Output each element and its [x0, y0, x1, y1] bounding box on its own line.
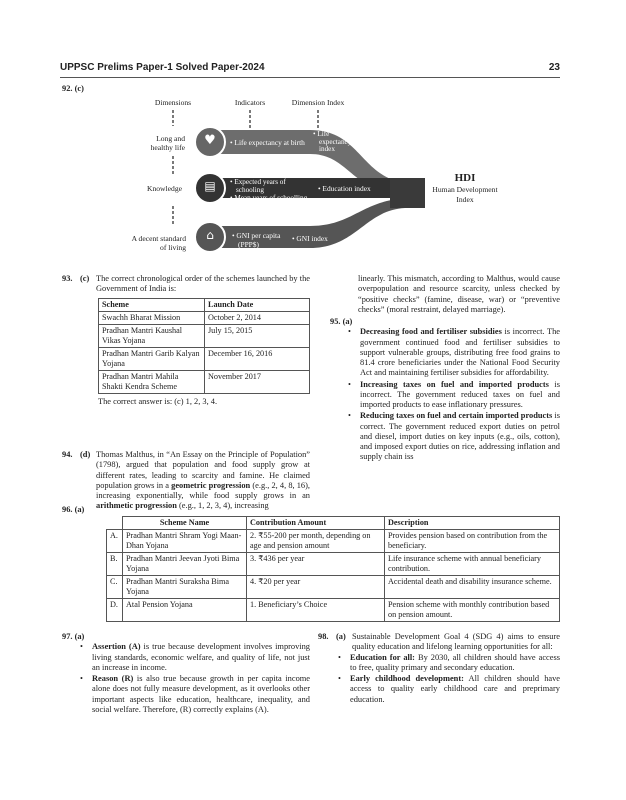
- q98-list: [318, 653, 560, 705]
- table-row: Swachh Bharat Mission October 2, 2014: [99, 311, 310, 324]
- q95-list: [330, 327, 560, 462]
- q93-intro: The correct chronological order of the schemes launched by the Government of India is:: [96, 274, 310, 294]
- col-dimensions: Dimensions: [154, 98, 192, 107]
- q98-block: 98. (a) Sustainable Development Goal 4 (SDG 4) aims to ensure quality education and lifelong learning opportunities for all: • Education for all: By 2030, all children should have access to free, quality primary and secondary education. • Early childhood development: All children should have access to quality early childhood care and preprimary education.: [318, 632, 560, 706]
- list-item: • Assertion (A) is true because development involves improving living standards, economic welfare, and quality of life, not just an increase in income.: [78, 642, 310, 673]
- indicator-life-expectancy: • Life expectancy at birth: [230, 138, 305, 147]
- indicator-gni: • GNI per capita (PPP$): [232, 231, 281, 249]
- book-icon: ▤: [204, 179, 216, 193]
- indicator-schooling: • Expected years of schooling • Mean years of schoolling: [230, 178, 308, 202]
- hdi-diagram: [60, 98, 560, 268]
- table-row: D. Atal Pension Yojana 1. Beneficiary’s Choice Pension scheme with monthly contribution based on pension amount.: [107, 599, 560, 622]
- index-life-expectancy: • Life expectancy index: [313, 130, 352, 154]
- index-gni: • GNI index: [292, 234, 328, 243]
- right-column-top: [330, 274, 560, 464]
- q96-scheme-table: Scheme Name Contribution Amount Description A. Pradhan Mantri Shram Yogi Maan-Dhan Yojana 2. ₹55-200 per month, depending on age and pension amount Provides pension based on contribution from the beneficiary. B. Pradhan Mantri Jeevan Jyoti Bima Yojana 3. ₹436 per year Life insurance scheme with annual beneficiary contribution. C. Pradhan Mantri Suraksha Bima Yojana 4. ₹20 per year Accidental death and disability insurance scheme. D. Atal Pension Yojana 1. Beneficiary’s Choice Pension scheme with monthly contribution based on pension amount.: [106, 516, 560, 622]
- q93-answer: The correct answer is: (c) 1, 2, 3, 4.: [98, 396, 218, 406]
- list-item: • Early childhood development: All children should have access to quality early childhood care and preprimary education.: [336, 674, 560, 705]
- house-icon: ⌂: [206, 228, 214, 242]
- page-number: 23: [548, 62, 560, 73]
- col-dimension-index: Dimension Index: [291, 98, 345, 107]
- heart-icon: ♥: [204, 133, 216, 148]
- q97-list: [62, 642, 310, 715]
- q93-scheme-table: Scheme Launch Date Swachh Bharat Mission October 2, 2014 Pradhan Mantri Kaushal Vikas Yojana July 15, 2015 Pradhan Mantri Garib Kalyan Yojana December 16, 2016 Pradhan Mantri Mahila Shakti Kendra Scheme November 2017: [98, 298, 310, 394]
- header-title: UPPSC Prelims Paper-1 Solved Paper-2024: [60, 62, 265, 73]
- list-item: • Increasing taxes on fuel and imported products is incorrect. The government reduced taxes on fuel and imported products to ease inflationary pressures.: [346, 380, 560, 411]
- index-education: • Education index: [318, 184, 371, 193]
- q92-number: 92. (c): [62, 84, 84, 93]
- q97-block: [62, 632, 310, 716]
- table-row: Pradhan Mantri Mahila Shakti Kendra Scheme November 2017: [99, 370, 310, 393]
- q94-text: Thomas Malthus, in “An Essay on the Principle of Population” (1798), argued that population and food supply grow at different rates, leading to scarcity and famine. He claimed population grows in a geometric progression (e.g., 2, 4, 8, 16), increasing exponentially, while food supply grows in an arithmetic progression (e.g., 1, 2, 3, 4), increasing: [96, 450, 311, 511]
- list-item: • Decreasing food and fertiliser subsidies is incorrect. The government continued food and fertiliser subsidies to support vulnerable groups, distributing free food grains to 81.4 crore beneficiaries under the National Food Security Act and maintaining fertiliser subsidies for affordability.: [346, 327, 560, 378]
- q95-number: 95. (a): [330, 317, 353, 326]
- q97-number: 97. (a): [62, 632, 85, 641]
- list-item: • Education for all: By 2030, all children should have access to free, quality primary and secondary education.: [336, 653, 560, 674]
- q93-block: 93. (c) The correct chronological order of the schemes launched by the Government of India is: Scheme Launch Date Swachh Bharat Mission October 2, 2014 Pradhan Mantri Kaushal Vikas Yojana July 15, 2015 Pradhan Mantri Garib Kalyan Yojana December 16, 2016 Pradhan Mantri Mahila Shakti Kendra Scheme November 2017 The correct answer is: (c) 1, 2, 3, 4.: [62, 274, 310, 406]
- dimension-health: Long and healthy life: [150, 134, 185, 153]
- list-item: • Reducing taxes on fuel and certain imported products is correct. The government reduced export duties on petrol and diesel, import duties on key inputs (e.g., oils, cotton), and imposed export duties on rice, addressing inflation and supply chain iss: [346, 411, 560, 462]
- hdi-label: HDI Human Development Index: [432, 172, 498, 204]
- q94-continued: linearly. This mismatch, according to Malthus, would cause overpopulation and resource scarcity, unless checked by “positive checks” (famine, disease, war) or “preventive checks” (moral restraint, delayed marriage).: [358, 274, 560, 314]
- q98-intro: Sustainable Development Goal 4 (SDG 4) aims to ensure quality education and lifelong learning opportunities for all:: [352, 632, 560, 652]
- table-row: C. Pradhan Mantri Suraksha Bima Yojana 4. ₹20 per year Accidental death and disability insurance scheme.: [107, 576, 560, 599]
- dimension-knowledge: Knowledge: [146, 184, 182, 193]
- col-indicators: Indicators: [234, 98, 266, 107]
- page-header: [60, 62, 560, 78]
- q94-block: 94. (d) Thomas Malthus, in “An Essay on the Principle of Population” (1798), argued that population and food supply grow at different rates, leading to scarcity and famine. He claimed population grows in a geometric progression (e.g., 2, 4, 8, 16), increasing exponentially, while food supply grows in an arithmetic progression (e.g., 1, 2, 3, 4), increasing: [62, 450, 311, 511]
- list-item: • Reason (R) is also true because growth in per capita income alone does not fully measure development, as it overlooks other important aspects like education, healthcare, inequality, and social welfare. Therefore, (R) correctly explains (A).: [78, 674, 310, 715]
- dimension-living: A decent standard of living: [131, 234, 186, 253]
- table-row: Pradhan Mantri Kaushal Vikas Yojana July 15, 2015: [99, 324, 310, 347]
- table-row: B. Pradhan Mantri Jeevan Jyoti Bima Yojana 3. ₹436 per year Life insurance scheme with annual beneficiary contribution.: [107, 553, 560, 576]
- table-row: Pradhan Mantri Garib Kalyan Yojana December 16, 2016: [99, 347, 310, 370]
- q96-number: 96. (a): [62, 505, 85, 514]
- table-row: A. Pradhan Mantri Shram Yogi Maan-Dhan Yojana 2. ₹55-200 per month, depending on age and pension amount Provides pension based on contribution from the beneficiary.: [107, 530, 560, 553]
